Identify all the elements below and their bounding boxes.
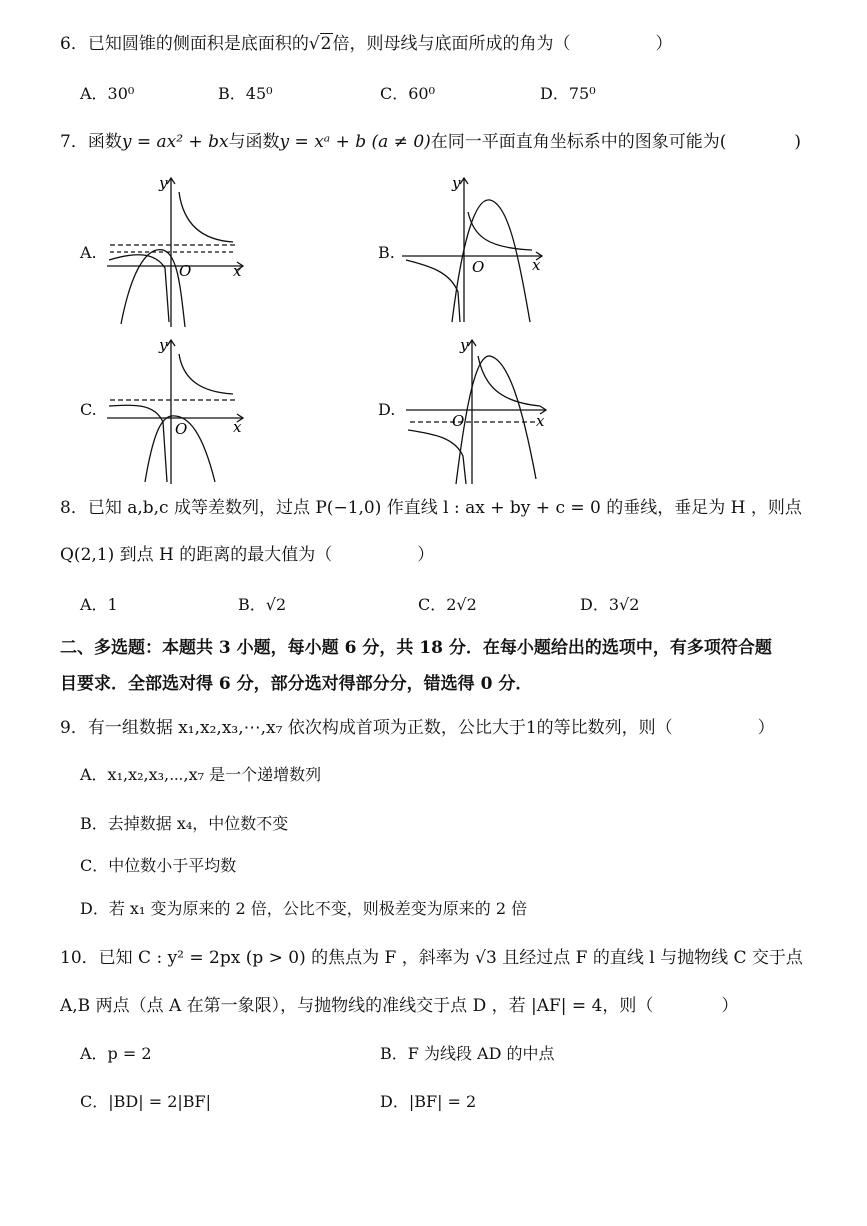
graph-c-label: C.: [80, 400, 97, 419]
graph-a: [105, 172, 255, 330]
q6-option-d: D．75⁰: [540, 84, 596, 103]
condition: (a ≠ 0): [371, 132, 431, 152]
axis-y-label: y: [452, 174, 461, 192]
section-2-heading-line1: 二、多选题：本题共 3 小题，每小题 6 分，共 18 分．在每小题给出的选项中，有多项符合题: [60, 638, 772, 658]
graph-d-label: D.: [378, 400, 396, 419]
q9-option-d: D．若 x₁ 变为原来的 2 倍，公比不变，则极差变为原来的 2 倍: [80, 899, 528, 918]
q6-option-b: B．45⁰: [218, 84, 273, 103]
axis-x-label: x: [233, 262, 242, 280]
sqrt-sign: √: [308, 34, 320, 54]
question-6-stem: 6．已知圆锥的侧面积是底面积的√2倍，则母线与底面所成的角为（ ）: [60, 34, 673, 54]
graph-b: [400, 172, 550, 330]
q8-option-a: A．1: [80, 595, 118, 614]
q10-option-b: B．F 为线段 AD 的中点: [380, 1044, 555, 1063]
power-curve: [109, 405, 167, 482]
q10-option-d: D．|BF| = 2: [380, 1092, 477, 1111]
question-8-line1: 8．已知 a,b,c 成等差数列，过点 P(−1,0) 作直线 l : ax + by + c = 0 的垂线，垂足为 H ，则点: [60, 498, 802, 518]
axis-x-label: x: [536, 412, 545, 430]
function-2: y = xᵃ + b: [279, 132, 367, 152]
question-9-stem: 9．有一组数据 x₁,x₂,x₃,⋯,x₇ 依次构成首项为正数，公比大于1的等比数列，则（ ）: [60, 718, 775, 738]
origin-label: O: [472, 258, 485, 276]
axis-x-label: x: [532, 256, 541, 274]
parabola: [456, 356, 536, 484]
q6-option-a: A．30⁰: [80, 84, 135, 103]
power-curve: [109, 255, 169, 322]
power-curve: [406, 260, 460, 322]
axis-x-label: x: [233, 418, 242, 436]
question-7-stem: 7．函数y = ax² + bx与函数y = xᵃ + b (a ≠ 0)在同一平面直角坐标系中的图象可能为( ): [60, 132, 802, 152]
origin-label: O: [175, 420, 188, 438]
q6-option-c: C．60⁰: [380, 84, 436, 103]
graph-b-label: B.: [378, 243, 395, 262]
radicand: 2: [320, 34, 332, 54]
axis-y-label: y: [159, 174, 168, 192]
q8-option-c: C．2√2: [418, 595, 477, 614]
graph-d: [400, 334, 552, 486]
origin-label: O: [179, 262, 192, 280]
q9-option-a: A．x₁,x₂,x₃,⋯,x₇ 是一个递增数列: [80, 765, 322, 784]
q10-option-c: C．|BD| = 2|BF|: [80, 1092, 212, 1111]
axis-y-label: y: [159, 336, 168, 354]
power-curve: [179, 192, 233, 242]
power-curve: [468, 212, 532, 250]
question-10-line2: A,B 两点（点 A 在第一象限），与抛物线的准线交于点 D ，若 |AF| = 4，则（ ）: [60, 996, 739, 1016]
graph-a-label: A.: [80, 243, 97, 262]
parabola: [121, 250, 185, 327]
q8-option-d: D．3√2: [580, 595, 640, 614]
section-2-heading-line2: 目要求．全部选对得 6 分，部分选对得部分分，错选得 0 分．: [60, 674, 533, 694]
power-curve: [478, 356, 540, 406]
graph-c: [105, 334, 255, 486]
axis-y-label: y: [460, 336, 469, 354]
origin-label: O: [452, 412, 465, 430]
q10-option-a: A．p = 2: [80, 1044, 152, 1063]
question-10-line1: 10．已知 C : y² = 2px (p > 0) 的焦点为 F ，斜率为 √3 且经过点 F 的直线 l 与抛物线 C 交于点: [60, 948, 803, 968]
power-curve: [179, 354, 233, 394]
function-1: y = ax² + bx: [121, 132, 229, 152]
q9-option-c: C．中位数小于平均数: [80, 856, 237, 875]
q9-option-b: B．去掉数据 x₄，中位数不变: [80, 814, 289, 833]
q8-option-b: B．√2: [238, 595, 287, 614]
question-8-line2: Q(2,1) 到点 H 的距离的最大值为（ ）: [60, 545, 435, 565]
